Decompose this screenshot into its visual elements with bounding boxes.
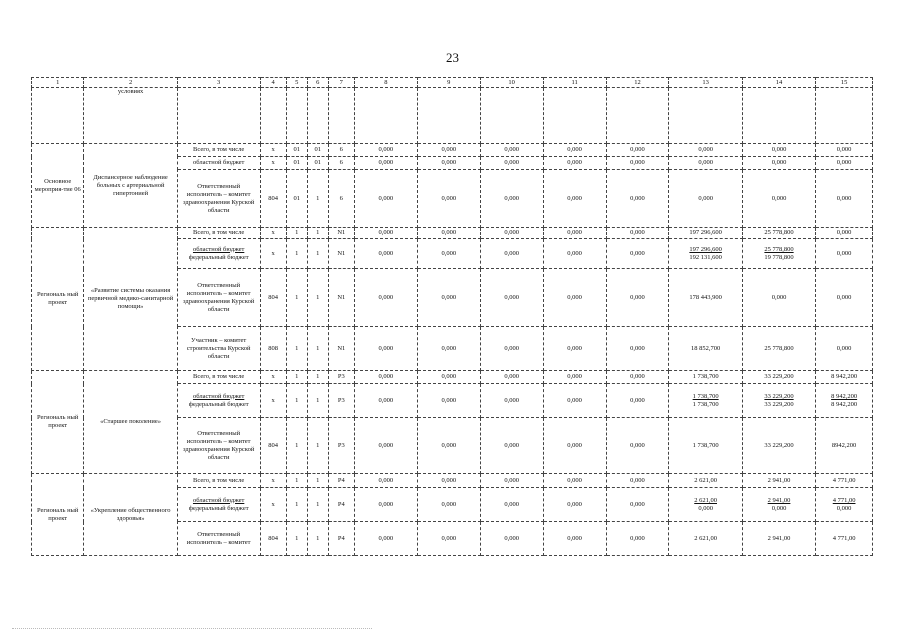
cell-code: х [260, 228, 286, 239]
cell-value: 0,000 [354, 488, 417, 522]
cell-value: 0,000 [354, 170, 417, 228]
funding-source: Участник – комитет строительства Курской области [177, 327, 260, 371]
cell-code: 1 [307, 371, 328, 384]
funding-source-regional: областной бюджет [192, 496, 245, 504]
cell-value: 0,000 [354, 144, 417, 157]
cell-code: N1 [328, 228, 354, 239]
header-cell: 3 [177, 78, 260, 88]
cell-value [669, 384, 742, 418]
header-cell: 8 [354, 78, 417, 88]
header-cell: 11 [543, 78, 606, 88]
item-type: Основное мероприя-тие 06 [32, 144, 84, 228]
scan-artifact-line [12, 628, 372, 631]
cell-value: 0,000 [606, 269, 669, 327]
cell-value: 0,000 [816, 327, 873, 371]
cell-value: 0,000 [417, 488, 480, 522]
cell-value: 0,000 [543, 488, 606, 522]
funding-source: Ответственный исполнитель – комитет здравоохранения Курской области [177, 269, 260, 327]
cell-code: 01 [307, 157, 328, 170]
table-row [32, 144, 873, 157]
cell-value: 1 738,700 [669, 418, 742, 474]
cell-code: N1 [328, 269, 354, 327]
header-cell: 13 [669, 78, 742, 88]
cell-value: 0,000 [354, 384, 417, 418]
cell-value: 0,000 [480, 474, 543, 488]
cell-code: 01 [286, 170, 307, 228]
cell-value [816, 384, 873, 418]
cell-value: 0,000 [606, 488, 669, 522]
header-row [32, 78, 873, 88]
cell-value: 0,000 [606, 157, 669, 170]
cell-value: 0,000 [354, 327, 417, 371]
cell-value: 0,000 [354, 157, 417, 170]
cell-code: P3 [328, 371, 354, 384]
cell-code: 01 [286, 157, 307, 170]
cell-value: 0,000 [354, 371, 417, 384]
cell-code: 6 [328, 144, 354, 157]
cell-code: 1 [286, 228, 307, 239]
funding-source: Всего, в том числе [177, 474, 260, 488]
value-regional: 2 941,00 [767, 496, 791, 504]
cell-value: 0,000 [417, 522, 480, 556]
value-federal: 192 131,600 [689, 253, 722, 261]
cell-value: 0,000 [480, 418, 543, 474]
cell-value: 0,000 [480, 170, 543, 228]
cell-value: 0,000 [816, 269, 873, 327]
cell-code: 1 [286, 522, 307, 556]
cell-value: 0,000 [480, 371, 543, 384]
cell-value: 0,000 [480, 522, 543, 556]
cell-code: х [260, 144, 286, 157]
funding-source [177, 239, 260, 269]
cell-value: 8 942,200 [816, 371, 873, 384]
table-row [32, 228, 873, 239]
value-regional: 2 621,00 [694, 496, 717, 504]
cell-value: 0,000 [543, 327, 606, 371]
cell-value: 2 941,00 [742, 522, 815, 556]
cell-code: P4 [328, 522, 354, 556]
cell-value: 0,000 [480, 157, 543, 170]
funding-source [177, 384, 260, 418]
cell-value: 2 621,00 [669, 522, 742, 556]
cell-value: 33 229,200 [742, 418, 815, 474]
cell-value: 0,000 [742, 157, 815, 170]
cell-value: 0,000 [816, 239, 873, 269]
cell-value: 0,000 [606, 522, 669, 556]
value-federal: 19 778,800 [764, 253, 794, 261]
cell-code: 1 [286, 384, 307, 418]
cell-code: N1 [328, 239, 354, 269]
funding-source-federal: федеральный бюджет [188, 504, 249, 512]
funding-source-regional: областной бюджет [192, 245, 245, 253]
item-name: Диспансерное наблюдение больных с артериальной гипертонией [84, 144, 177, 228]
value-federal: 1 738,700 [692, 400, 719, 408]
budget-table [31, 77, 873, 556]
cell-value: 0,000 [417, 239, 480, 269]
cell-value: 0,000 [606, 371, 669, 384]
cell-code: 804 [260, 522, 286, 556]
cell-value: 25 778,800 [742, 327, 815, 371]
cell-value: 0,000 [543, 384, 606, 418]
cell-code: 1 [286, 239, 307, 269]
header-cell: 5 [286, 78, 307, 88]
header-cell: 10 [480, 78, 543, 88]
cell-value: 0,000 [816, 144, 873, 157]
header-cell: 6 [307, 78, 328, 88]
header-cell: 4 [260, 78, 286, 88]
page-number: 23 [446, 50, 459, 65]
cell-value: 0,000 [480, 228, 543, 239]
cell-value: 18 852,700 [669, 327, 742, 371]
header-cell: 15 [816, 78, 873, 88]
cell-value: 0,000 [543, 269, 606, 327]
cell-value: 0,000 [480, 239, 543, 269]
cell-value: 0,000 [543, 157, 606, 170]
cell-value: 0,000 [354, 269, 417, 327]
cell-value: 0,000 [606, 144, 669, 157]
funding-source: Всего, в том числе [177, 371, 260, 384]
cell-value: 0,000 [816, 228, 873, 239]
cell-value: 0,000 [543, 371, 606, 384]
cell-value [742, 384, 815, 418]
cell-value: 0,000 [606, 418, 669, 474]
cell-value: 4 771,00 [816, 522, 873, 556]
header-cell: 9 [417, 78, 480, 88]
cell-code: 804 [260, 269, 286, 327]
cell-value: 0,000 [417, 418, 480, 474]
cell-value: 0,000 [606, 239, 669, 269]
cell-value: 1 738,700 [669, 371, 742, 384]
cell-code: 1 [307, 488, 328, 522]
cell-code: х [260, 488, 286, 522]
cell-value: 0,000 [606, 327, 669, 371]
funding-source: Ответственный исполнитель – комитет здравоохранения Курской области [177, 418, 260, 474]
cell-code: 1 [307, 239, 328, 269]
cell-value: 0,000 [354, 239, 417, 269]
value-regional: 4 771,00 [832, 496, 856, 504]
cell-value: 0,000 [480, 488, 543, 522]
value-regional: 1 738,700 [692, 392, 719, 400]
cell-value: 0,000 [417, 474, 480, 488]
item-name: «Старшее поколение» [84, 371, 177, 474]
table-row [32, 88, 873, 144]
cell-code: 1 [286, 474, 307, 488]
cell-value: 0,000 [417, 384, 480, 418]
cell-value [669, 239, 742, 269]
cell-code: 1 [286, 269, 307, 327]
cell-code: х [260, 371, 286, 384]
cell-code: P4 [328, 488, 354, 522]
cell-code: 1 [286, 327, 307, 371]
header-cell: 12 [606, 78, 669, 88]
continued-text: условиях [84, 88, 177, 144]
cell-code: 1 [307, 228, 328, 239]
value-federal: 0,000 [771, 504, 787, 512]
item-type: Региональ ный проект [32, 371, 84, 474]
cell-value: 2 941,00 [742, 474, 815, 488]
cell-value: 25 778,800 [742, 228, 815, 239]
value-regional: 8 942,200 [831, 392, 858, 400]
cell-value: 0,000 [480, 144, 543, 157]
cell-code: х [260, 384, 286, 418]
cell-code: 1 [286, 371, 307, 384]
cell-value: 0,000 [543, 170, 606, 228]
cell-value: 0,000 [742, 269, 815, 327]
funding-source-regional: областной бюджет [192, 392, 245, 400]
cell-value: 4 771,00 [816, 474, 873, 488]
header-cell: 14 [742, 78, 815, 88]
cell-value: 197 296,600 [669, 228, 742, 239]
cell-value: 0,000 [480, 384, 543, 418]
cell-code: 1 [286, 418, 307, 474]
cell-code: 1 [307, 418, 328, 474]
funding-source: областной бюджет [177, 157, 260, 170]
funding-source-federal: федеральный бюджет [188, 400, 249, 408]
cell-value: 0,000 [354, 418, 417, 474]
cell-code: 6 [328, 170, 354, 228]
cell-value: 0,000 [816, 170, 873, 228]
value-regional: 33 229,200 [764, 392, 794, 400]
cell-value: 0,000 [417, 228, 480, 239]
funding-source: Всего, в том числе [177, 144, 260, 157]
value-regional: 197 296,600 [689, 245, 722, 253]
cell-code: 1 [307, 327, 328, 371]
cell-value: 2 621,00 [669, 474, 742, 488]
cell-value: 0,000 [816, 157, 873, 170]
cell-value: 0,000 [354, 522, 417, 556]
cell-value: 0,000 [606, 228, 669, 239]
cell-value: 0,000 [606, 170, 669, 228]
cell-value: 0,000 [742, 170, 815, 228]
cell-code: 6 [328, 157, 354, 170]
cell-code: 01 [307, 144, 328, 157]
cell-code: х [260, 239, 286, 269]
item-type: Региональ ный проект [32, 228, 84, 371]
item-name: «Укрепление общественного здоровья» [84, 474, 177, 556]
funding-source: Ответственный исполнитель – комитет здравоохранения Курской области [177, 170, 260, 228]
cell-value: 0,000 [669, 170, 742, 228]
cell-code: 808 [260, 327, 286, 371]
cell-code: P4 [328, 474, 354, 488]
cell-value: 0,000 [669, 144, 742, 157]
cell-value: 0,000 [480, 269, 543, 327]
cell-value: 0,000 [606, 474, 669, 488]
cell-code: P3 [328, 384, 354, 418]
cell-value: 0,000 [417, 371, 480, 384]
cell-code: х [260, 474, 286, 488]
cell-code: 1 [307, 384, 328, 418]
cell-value: 0,000 [417, 157, 480, 170]
item-name: «Развитие системы оказания первичной медико-санитарной помощи» [84, 228, 177, 371]
cell-code: х [260, 157, 286, 170]
cell-value: 0,000 [543, 239, 606, 269]
cell-code: 1 [307, 474, 328, 488]
header-cell: 2 [84, 78, 177, 88]
cell-value: 0,000 [543, 474, 606, 488]
funding-source: Всего, в том числе [177, 228, 260, 239]
cell-value: 0,000 [543, 418, 606, 474]
cell-value [742, 239, 815, 269]
cell-value [816, 488, 873, 522]
table-row [32, 371, 873, 384]
funding-source [177, 488, 260, 522]
cell-value [742, 488, 815, 522]
cell-value: 178 443,900 [669, 269, 742, 327]
cell-code: 01 [286, 144, 307, 157]
value-federal: 0,000 [836, 504, 852, 512]
cell-value: 33 229,200 [742, 371, 815, 384]
cell-value: 0,000 [417, 170, 480, 228]
cell-code: 1 [307, 170, 328, 228]
item-type: Региональ ный проект [32, 474, 84, 556]
cell-code: 804 [260, 170, 286, 228]
header-cell: 1 [32, 78, 84, 88]
cell-value: 0,000 [354, 228, 417, 239]
cell-value: 0,000 [669, 157, 742, 170]
funding-source: Ответственный исполнитель – комитет [177, 522, 260, 556]
cell-code: N1 [328, 327, 354, 371]
cell-value: 0,000 [606, 384, 669, 418]
header-cell: 7 [328, 78, 354, 88]
table-row [32, 474, 873, 488]
cell-value: 0,000 [543, 522, 606, 556]
cell-code: 1 [286, 488, 307, 522]
cell-value: 0,000 [742, 144, 815, 157]
cell-value: 8942,200 [816, 418, 873, 474]
cell-value [669, 488, 742, 522]
cell-value: 0,000 [543, 228, 606, 239]
cell-value: 0,000 [354, 474, 417, 488]
value-federal: 0,000 [698, 504, 713, 512]
value-federal: 8 942,200 [831, 400, 858, 408]
cell-code: 1 [307, 522, 328, 556]
cell-value: 0,000 [543, 144, 606, 157]
value-federal: 33 229,200 [764, 400, 794, 408]
cell-value: 0,000 [417, 144, 480, 157]
cell-value: 0,000 [417, 327, 480, 371]
cell-code: 804 [260, 418, 286, 474]
cell-code: P3 [328, 418, 354, 474]
cell-value: 0,000 [480, 327, 543, 371]
cell-value: 0,000 [417, 269, 480, 327]
cell-code: 1 [307, 269, 328, 327]
value-regional: 25 778,800 [764, 245, 794, 253]
funding-source-federal: федеральный бюджет [188, 253, 249, 261]
